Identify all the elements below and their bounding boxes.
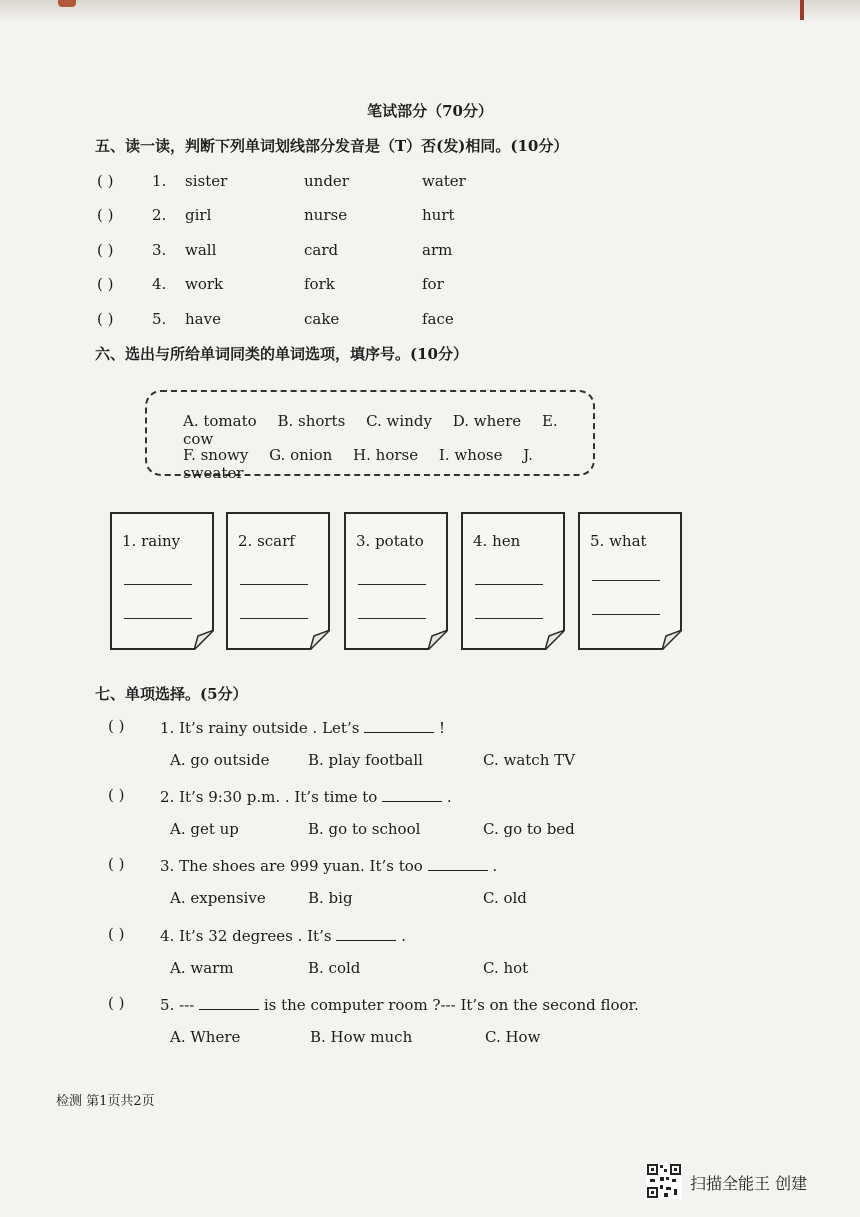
answer-line[interactable]: [358, 618, 426, 619]
option-b[interactable]: B. cold: [308, 959, 361, 977]
word-bank-option: D. where: [452, 412, 522, 430]
note-label: 2. scarf: [238, 532, 295, 550]
question-1: [160, 717, 445, 737]
row-number: 4.: [152, 275, 167, 293]
note-label: 3. potato: [356, 532, 424, 550]
answer-paren[interactable]: ( ): [97, 206, 114, 224]
answer-line[interactable]: [240, 618, 308, 619]
answer-paren[interactable]: ( ): [97, 310, 114, 328]
word-2: fork: [304, 275, 335, 293]
row-number: 5.: [152, 310, 167, 328]
question-text: 5. ---: [160, 996, 195, 1014]
word-1: wall: [185, 241, 217, 259]
answer-line[interactable]: [475, 618, 543, 619]
option-a[interactable]: A. go outside: [170, 751, 270, 769]
option-c[interactable]: C. go to bed: [483, 820, 575, 838]
section6-heading: 六、选出与所给单词同类的单词选项，填序号。(10分）: [95, 345, 468, 363]
answer-paren[interactable]: ( ): [97, 241, 114, 259]
answer-paren[interactable]: ( ): [108, 786, 125, 804]
answer-line[interactable]: [475, 584, 543, 585]
qr-code-icon: [646, 1163, 682, 1199]
page-title: 笔试部分（70分）: [367, 102, 493, 120]
word-bank-option: H. horse: [353, 446, 419, 464]
scan-top-edge: [0, 0, 860, 22]
word-3: for: [422, 275, 444, 293]
answer-line[interactable]: [124, 618, 192, 619]
option-b[interactable]: B. go to school: [308, 820, 421, 838]
note-card-4: [461, 512, 565, 650]
page-fold-icon: [310, 630, 330, 650]
word-2: under: [304, 172, 349, 190]
word-3: arm: [422, 241, 453, 259]
option-a[interactable]: A. Where: [170, 1028, 241, 1046]
answer-paren[interactable]: ( ): [97, 275, 114, 293]
word-bank-box: [145, 390, 595, 482]
option-a[interactable]: A. get up: [170, 820, 239, 838]
question-3: [160, 855, 497, 875]
option-b[interactable]: B. How much: [310, 1028, 413, 1046]
question-end: is the computer room ?--- It’s on the second floor.: [263, 996, 639, 1014]
row-number: 3.: [152, 241, 167, 259]
scan-mark-left: [58, 0, 76, 7]
word-3: face: [422, 310, 454, 328]
word-bank-option: B. shorts: [277, 412, 346, 430]
word-2: card: [304, 241, 339, 259]
note-label: 4. hen: [473, 532, 521, 550]
word-1: have: [185, 310, 221, 328]
fill-blank[interactable]: [199, 994, 259, 1010]
question-text: 1. It’s rainy outside . Let’s: [160, 719, 360, 737]
word-bank-row-2: [183, 446, 593, 482]
option-a[interactable]: A. expensive: [170, 889, 266, 907]
note-card-5: [578, 512, 682, 650]
question-text: 2. It’s 9:30 p.m. . It’s time to: [160, 788, 378, 806]
fill-blank[interactable]: [382, 786, 442, 802]
option-c[interactable]: C. How: [485, 1028, 541, 1046]
note-label: 1. rainy: [122, 532, 181, 550]
word-2: cake: [304, 310, 340, 328]
note-label: 5. what: [590, 532, 647, 550]
option-b[interactable]: B. big: [308, 889, 353, 907]
fill-blank[interactable]: [428, 855, 488, 871]
word-bank-option: F. snowy: [183, 446, 249, 464]
word-bank-option: I. whose: [438, 446, 503, 464]
word-3: water: [422, 172, 466, 190]
scan-mark-right: [800, 0, 804, 20]
answer-line[interactable]: [358, 584, 426, 585]
question-text: 4. It’s 32 degrees . It’s: [160, 927, 332, 945]
question-end: !: [438, 719, 446, 737]
word-bank-option: E. cow: [183, 412, 558, 448]
answer-paren[interactable]: ( ): [108, 717, 125, 735]
word-1: work: [185, 275, 224, 293]
page-footer: 检测 第1页共2页: [56, 1094, 155, 1109]
word-bank-option: A. tomato: [183, 412, 257, 430]
page-fold-icon: [662, 630, 682, 650]
answer-paren[interactable]: ( ): [108, 925, 125, 943]
option-a[interactable]: A. warm: [170, 959, 234, 977]
note-card-1: [110, 512, 214, 650]
option-b[interactable]: B. play football: [308, 751, 423, 769]
question-end: .: [446, 788, 452, 806]
word-bank-option: G. onion: [269, 446, 333, 464]
question-5: [160, 994, 639, 1014]
word-bank-row-1: [183, 412, 593, 448]
row-number: 2.: [152, 206, 167, 224]
word-1: sister: [185, 172, 228, 190]
word-bank-option: C. windy: [366, 412, 432, 430]
note-card-2: [226, 512, 330, 650]
fill-blank[interactable]: [336, 925, 396, 941]
word-3: hurt: [422, 206, 455, 224]
fill-blank[interactable]: [364, 717, 434, 733]
option-c[interactable]: C. old: [483, 889, 527, 907]
answer-line[interactable]: [240, 584, 308, 585]
question-end: .: [492, 857, 498, 875]
answer-paren[interactable]: ( ): [108, 994, 125, 1012]
watermark-text: 扫描全能王 创建: [690, 1174, 808, 1193]
note-card-3: [344, 512, 448, 650]
question-end: .: [401, 927, 406, 945]
answer-line[interactable]: [124, 584, 192, 585]
word-1: girl: [185, 206, 212, 224]
answer-line[interactable]: [592, 614, 660, 615]
page-fold-icon: [545, 630, 565, 650]
answer-line[interactable]: [592, 580, 660, 581]
option-c[interactable]: C. watch TV: [483, 751, 575, 769]
page-fold-icon: [428, 630, 448, 650]
answer-paren[interactable]: ( ): [108, 855, 125, 873]
question-text: 3. The shoes are 999 yuan. It’s too: [160, 857, 423, 875]
option-c[interactable]: C. hot: [483, 959, 529, 977]
page-fold-icon: [194, 630, 214, 650]
word-2: nurse: [304, 206, 348, 224]
section5-heading: 五、读一读，判断下列单词划线部分发音是（T）否(发)相同。(10分）: [95, 137, 569, 155]
row-number: 1.: [152, 172, 167, 190]
question-2: [160, 786, 452, 806]
answer-paren[interactable]: ( ): [97, 172, 114, 190]
section7-heading: 七、单项选择。(5分）: [95, 685, 248, 703]
question-4: [160, 925, 406, 945]
word-bank-option: J. sweater: [183, 446, 533, 482]
